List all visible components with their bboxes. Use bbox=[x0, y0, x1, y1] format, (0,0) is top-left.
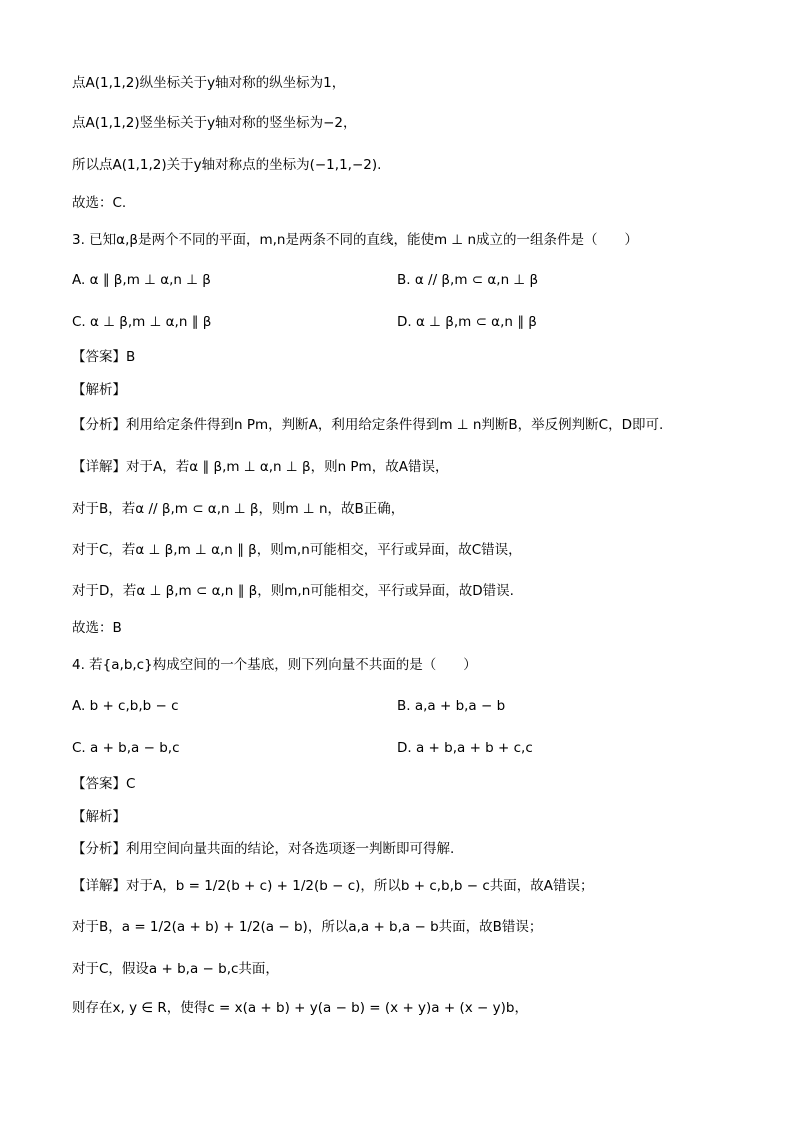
q4-analysis-heading: 【解析】 bbox=[72, 809, 126, 825]
question-3-stem: 3. 已知α,β是两个不同的平面，m,n是两条不同的直线，能使m ⊥ n成立的一组条件是（ ） bbox=[72, 232, 639, 248]
q3-option-b: B. α // β,m ⊂ α,n ⊥ β bbox=[397, 272, 539, 288]
q3-detail-d: 对于D，若α ⊥ β,m ⊂ α,n ∥ β，则m,n可能相交，平行或异面，故D错误. bbox=[72, 583, 514, 599]
q4-detail-c: 对于C，假设a + b,a − b,c共面， bbox=[72, 961, 279, 977]
q3-option-c: C. α ⊥ β,m ⊥ α,n ∥ β bbox=[72, 314, 212, 330]
q4-answer: 【答案】C bbox=[72, 776, 136, 792]
q3-detail-b: 对于B，若α // β,m ⊂ α,n ⊥ β，则m ⊥ n，故B正确， bbox=[72, 501, 405, 517]
text-line-3: 所以点A(1,1,2)关于y轴对称点的坐标为(−1,1,−2). bbox=[72, 157, 382, 173]
q3-detail-a: 【详解】对于A，若α ∥ β,m ⊥ α,n ⊥ β，则n Pm，故A错误， bbox=[72, 459, 449, 475]
q3-option-a: A. α ∥ β,m ⊥ α,n ⊥ β bbox=[72, 272, 211, 288]
q3-detail-c: 对于C，若α ⊥ β,m ⊥ α,n ∥ β，则m,n可能相交，平行或异面，故C错误， bbox=[72, 542, 522, 558]
q3-answer: 【答案】B bbox=[72, 349, 136, 365]
q4-detail-a: 【详解】对于A，b = 1/2(b + c) + 1/2(b − c)，所以b + c,b,b − c共面，故A错误； bbox=[72, 878, 594, 894]
q4-detail-c-continued: 则存在x, y ∈ R，使得c = x(a + b) + y(a − b) = (x + y)a + (x − y)b， bbox=[72, 1000, 528, 1016]
q4-detail-b: 对于B，a = 1/2(a + b) + 1/2(a − b)，所以a,a + b,a − b共面，故B错误； bbox=[72, 919, 543, 935]
q4-option-d: D. a + b,a + b + c,c bbox=[397, 740, 533, 756]
question-4-stem: 4. 若{a,b,c}构成空间的一个基底，则下列向量不共面的是（ ） bbox=[72, 657, 477, 673]
q3-option-d: D. α ⊥ β,m ⊂ α,n ∥ β bbox=[397, 314, 537, 330]
text-line-2: 点A(1,1,2)竖坐标关于y轴对称的竖坐标为−2， bbox=[72, 115, 357, 131]
text-line-1: 点A(1,1,2)纵坐标关于y轴对称的纵坐标为1， bbox=[72, 75, 346, 91]
q4-option-c: C. a + b,a − b,c bbox=[72, 740, 180, 756]
q3-conclusion: 故选：B bbox=[72, 620, 122, 636]
text-line-4: 故选：C. bbox=[72, 195, 127, 211]
q3-analysis: 【分析】利用给定条件得到n Pm，判断A，利用给定条件得到m ⊥ n判断B，举反例判断C，D即可. bbox=[72, 417, 664, 433]
q4-option-b: B. a,a + b,a − b bbox=[397, 698, 506, 714]
q4-analysis: 【分析】利用空间向量共面的结论，对各选项逐一判断即可得解. bbox=[72, 841, 455, 857]
q4-option-a: A. b + c,b,b − c bbox=[72, 698, 179, 714]
q3-analysis-heading: 【解析】 bbox=[72, 382, 126, 398]
